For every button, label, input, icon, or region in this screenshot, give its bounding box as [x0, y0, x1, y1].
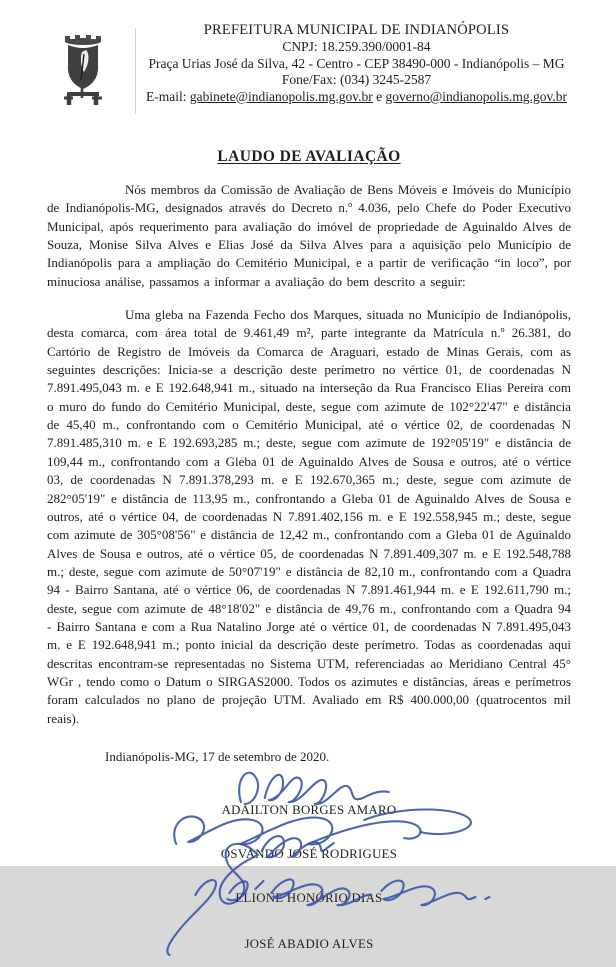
- signatory-name: ELIONE HONÓRIO DIAS: [235, 890, 383, 905]
- email-governo: governo@indianopolis.mg.gov.br: [385, 88, 567, 104]
- signatory-entry: [47, 773, 571, 819]
- letterhead: [47, 22, 571, 114]
- signatory-name: JOSÉ ABADIO ALVES: [244, 936, 374, 951]
- signatory-entry: [47, 819, 571, 863]
- signatory-name: OSVANDO JOSÉ RODRIGUES: [220, 846, 398, 861]
- municipal-crest-logo: [59, 28, 136, 114]
- email-separator: e: [372, 88, 386, 104]
- document-body: [47, 148, 571, 953]
- signatory-entry: [47, 907, 571, 953]
- org-phone: Fone/Fax: (034) 3245-2587: [281, 72, 432, 87]
- email-label: E-mail:: [146, 88, 190, 104]
- paragraph-property-description: Uma gleba na Fazenda Fecho dos Marques, situada no Município de Indianópolis, desta comarca, com área total de 9.461,49 m², parte integrante da Matrícula n.º 26.381, do Cartório de Registro de Imóveis da Comarca de Araguari, estado de Minas Gerais, com as seguintes descrições: Inicia-se a descrição deste perímetro no vértice 01, de coordenadas N 7.891.495,043 m. e E 192.648,941 m., situado na interseção da Rua Francisco Elias Pereira com o muro do fundo do Cemitério Municipal, deste, segue com azimute de 102°22'47" e distância de 45,40 m., confrontando com o Cemitério Municipal, até o vértice 02, de coordenadas N 7.891.485,310 m. e E 192.693,285 m.; deste, segue com azimute de 192°05'19" e distância de 109,44 m., confrontando com a Gleba 01 de Aguinaldo Alves de Sousa e outros, até o vértice 03, de coordenadas N 7.891.378,293 m. e E 192.670,365 m.; deste, segue com azimute de 282°05'19" e distância de 113,95 m., confrontando a Gleba 01 de Aguinaldo Alves de Sousa e outros, até o vértice 04, de coordenadas N 7.891.402,156 m. e E 192.558,945 m.; deste, segue com azimute de 305°08'56" e distância de 12,42 m., confrontando com a Gleba 01 de Aguinaldo Alves de Sousa e outros, até o vértice 05, de coordenadas N 7.891.409,307 m. e E 192.548,788 m.; deste, segue com azimute de 50°07'19" e distância de 82,10 m., confrontando com a Quadra 94 - Bairro Santana, até o vértice 06, de coordenadas N 7.891.461,944 m. e E 192.611,790 m.; deste, segue com azimute de 48°18'02" e distância de 49,76 m., confrontando com a Quadra 94 - Bairro Santana e com a Rua Natalino Jorge até o vértice 01, de coordenadas N 7.891.495,043 m. e E 192.648,941 m.; ponto inicial da descrição deste perímetro. Todas as coordenadas aqui descritas encontram-se representadas no Sistema UTM, referenciadas ao Meridiano Central 45° WGr , tendo como o Datum o SIRGAS2000. Todos os azimutes e distâncias, áreas e perímetros foram calculados no plano de projeção UTM. Avaliado em R$ 400.000,00 (quatrocentos mil reais).: [47, 307, 571, 726]
- signatory-name: ADAILTON BORGES AMARO: [221, 802, 397, 817]
- coat-of-arms-icon: [59, 28, 107, 108]
- org-name: PREFEITURA MUNICIPAL DE INDIANÓPOLIS: [203, 22, 510, 38]
- email-gabinete: gabinete@indianopolis.mg.gov.br: [189, 88, 373, 104]
- document-title: LAUDO DE AVALIAÇÃO: [217, 148, 401, 165]
- dateline: Indianópolis-MG, 17 de setembro de 2020.: [105, 748, 330, 764]
- signatory-entry: [47, 863, 571, 907]
- letterhead-text: [136, 22, 571, 105]
- paragraph-intro: Nós membros da Comissão de Avaliação de Bens Móveis e Imóveis do Município de Indianópolis-MG, designados através do Decreto n.º 4.036, pelo Chefe do Poder Executivo Municipal, após requerimento para avaliação do imóvel de propriedade de Aguinaldo Alves de Souza, Monise Silva Alves e Elias José da Silva Alves para a aquisição pelo Município de Indianópolis para a ampliação do Cemitério Municipal, e a partir de verificação “in loco”, por minuciosa análise, passamos a informar a avaliação do bem descrito a seguir:: [47, 182, 571, 289]
- org-cnpj: CNPJ: 18.259.390/0001-84: [282, 39, 431, 54]
- org-address: Praça Urias José da Silva, 42 - Centro - CEP 38490-000 - Indianópolis – MG: [148, 55, 565, 71]
- org-email-line: [142, 89, 571, 106]
- signature-block: [47, 773, 571, 953]
